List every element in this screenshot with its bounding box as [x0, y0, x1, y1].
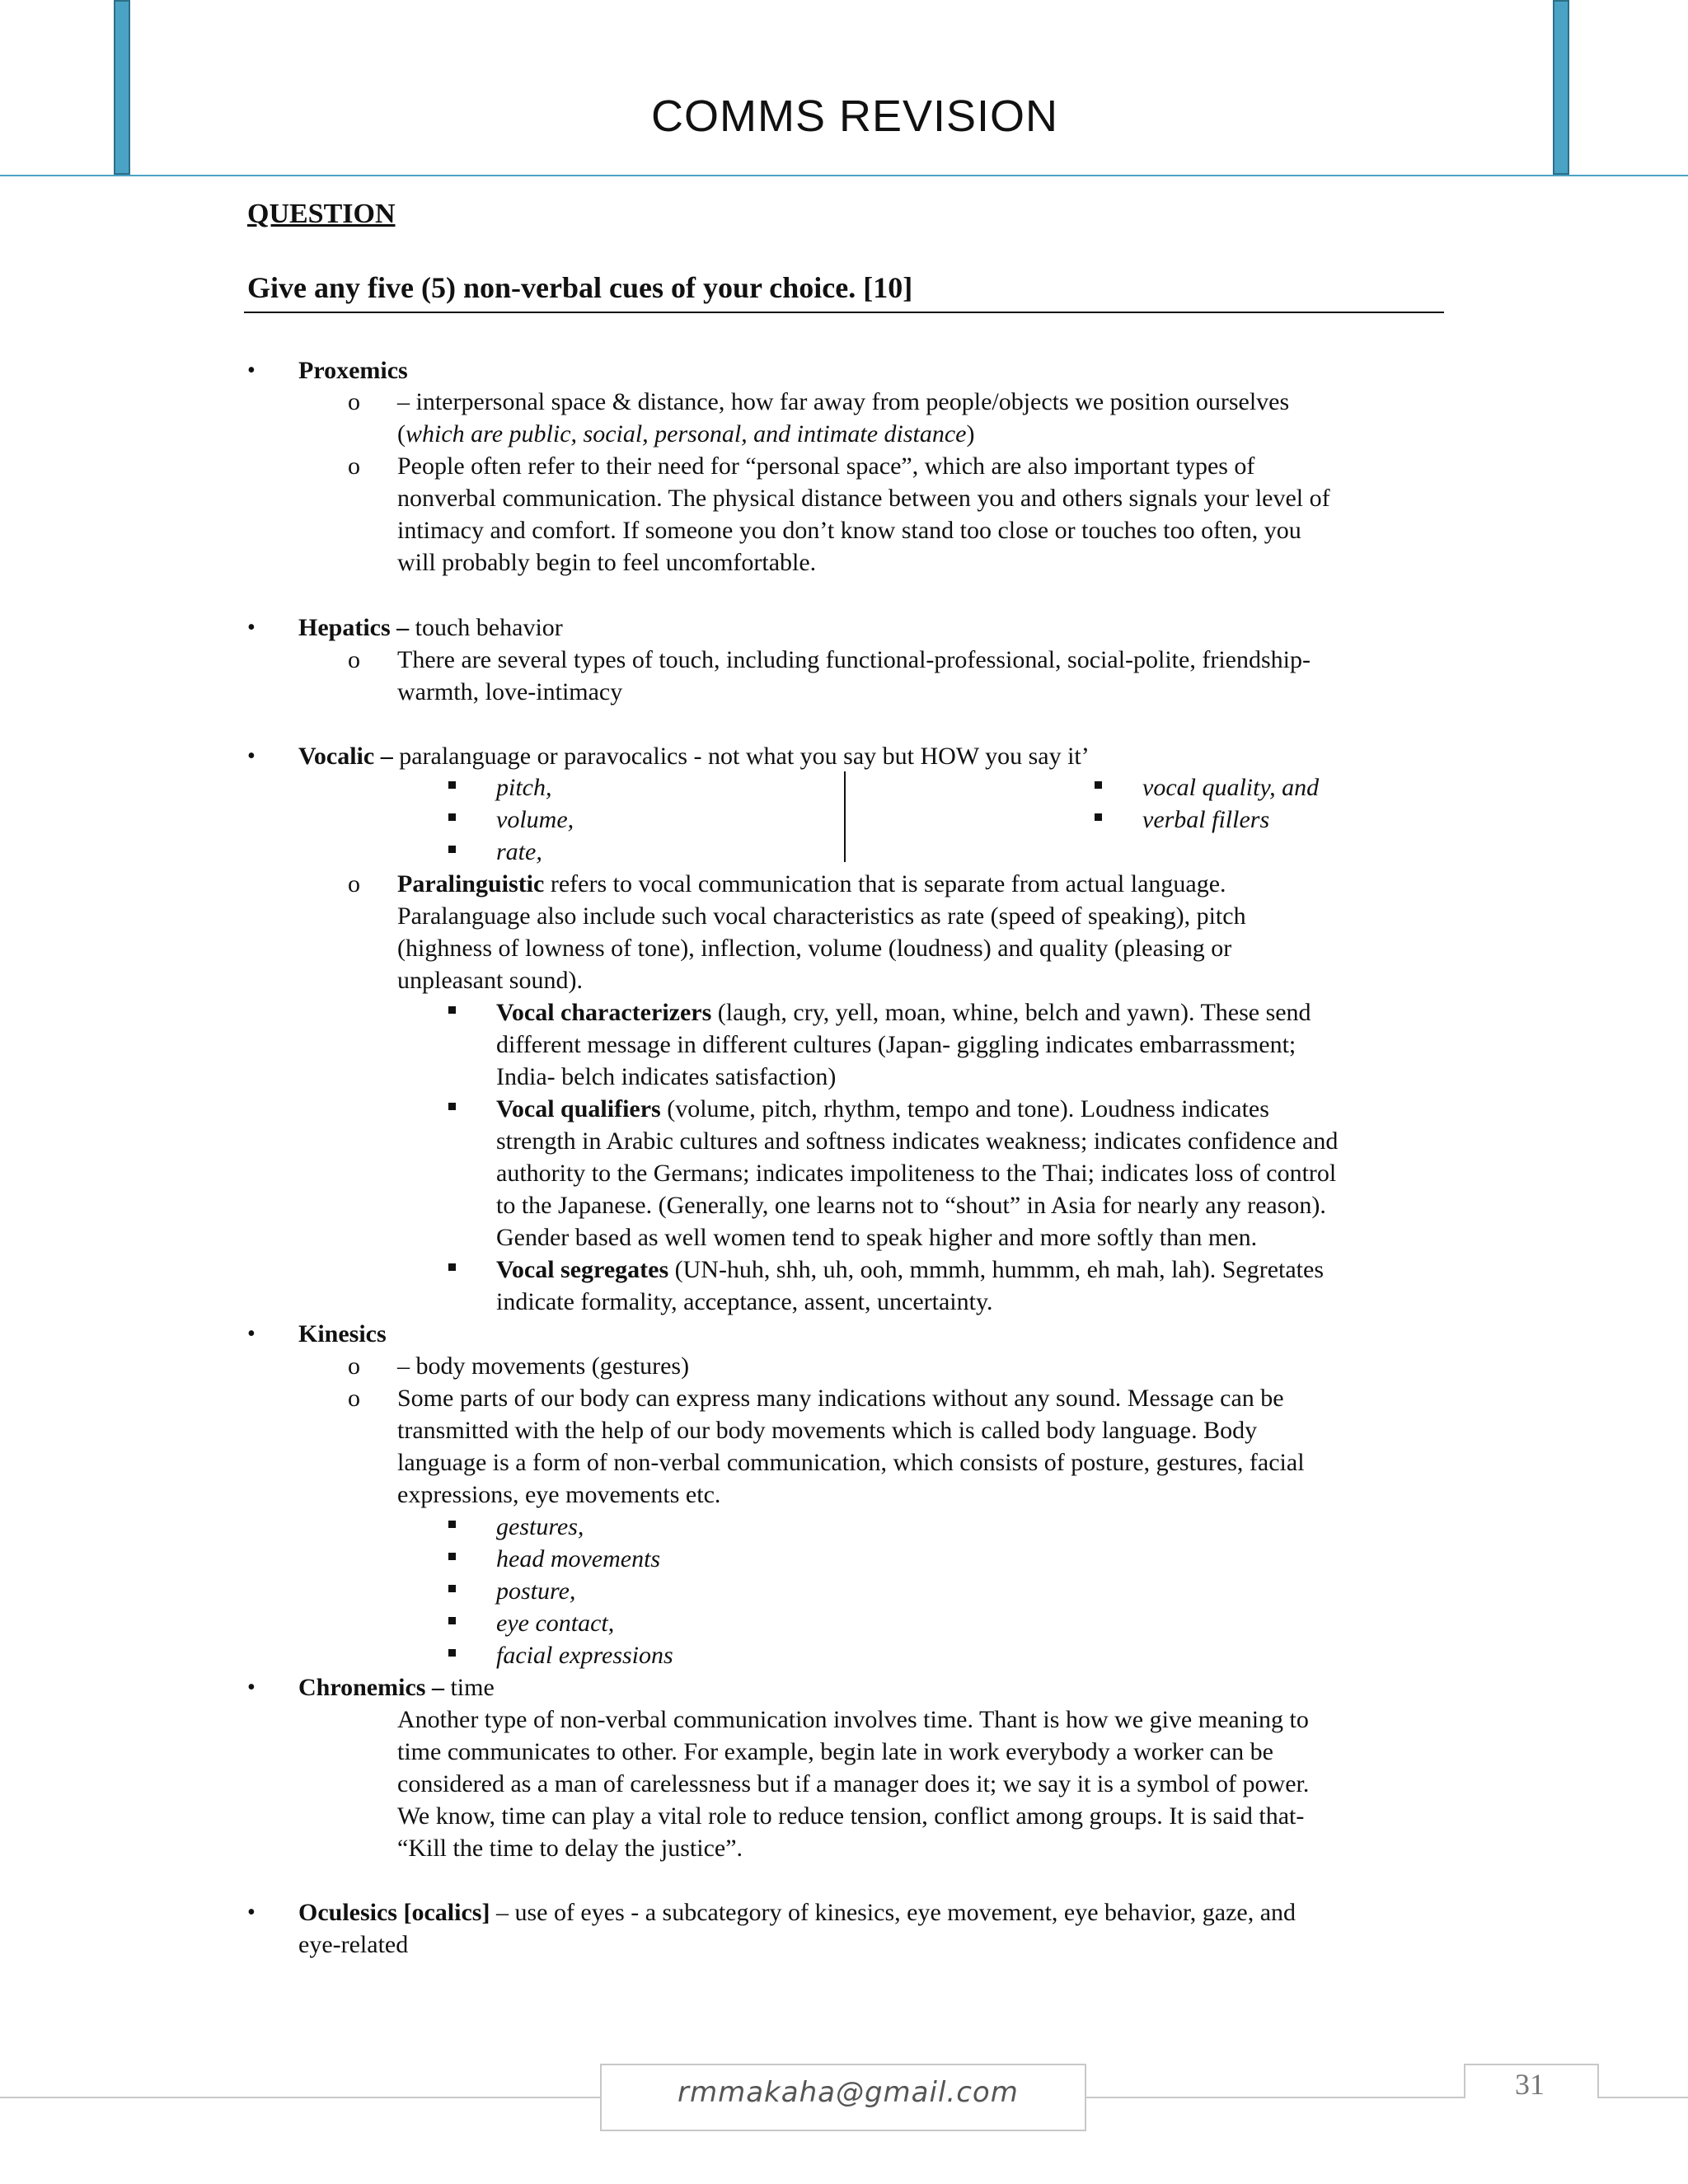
paralinguistic-line: unpleasant sound).	[397, 967, 583, 994]
square-bullet-icon	[448, 1649, 456, 1657]
vocal-segregates-line: indicate formality, acceptance, assent, uncertainty.	[496, 1288, 993, 1315]
kinesics-term: Kinesics	[298, 1320, 387, 1347]
question-text: Give any five (5) non-verbal cues of your choice. [10]	[247, 271, 913, 304]
proxemics-para-line: nonverbal communication. The physical distance between you and others signals your level of	[397, 485, 1330, 512]
vocalic-item: rate,	[496, 838, 542, 865]
vocalic-item: verbal fillers	[1142, 806, 1270, 833]
square-bullet-icon	[1095, 781, 1102, 789]
vocalic-item: volume,	[496, 806, 574, 833]
footer-rule-middle	[1086, 2097, 1465, 2098]
square-bullet-icon	[448, 1006, 456, 1014]
chronemics-para-line: considered as a man of carelessness but if a manager does it; we say it is a symbol of power.	[397, 1770, 1310, 1797]
bullet-icon: •	[247, 615, 256, 640]
footer-rule-left	[0, 2097, 602, 2098]
vocal-qualifiers-line: authority to the Germans; indicates impoliteness to the Thai; indicates loss of control	[496, 1160, 1337, 1187]
square-bullet-icon	[448, 846, 456, 853]
chronemics-para-line: “Kill the time to delay the justice”.	[397, 1835, 743, 1862]
header-rule	[0, 175, 1688, 176]
proxemics-term: Proxemics	[298, 357, 408, 384]
paralinguistic-line: (highness of lowness of tone), inflection, volume (loudness) and quality (pleasing or	[397, 935, 1232, 962]
hepatics-line: There are several types of touch, including functional-professional, social-polite, friendship-	[397, 646, 1311, 673]
bullet-icon: •	[247, 743, 256, 769]
square-bullet-icon	[448, 1263, 456, 1271]
paralinguistic-line: Paralinguistic refers to vocal communication that is separate from actual language.	[397, 870, 1226, 898]
proxemics-para-line: People often refer to their need for “personal space”, which are also important types of	[397, 452, 1255, 480]
chronemics-para-line: Another type of non-verbal communication involves time. Thant is how we give meaning to	[397, 1706, 1309, 1733]
hepatics-heading: Hepatics – touch behavior	[298, 614, 563, 641]
oculesics-heading: Oculesics [ocalics] – use of eyes - a subcategory of kinesics, eye movement, eye behavior, gaze, and	[298, 1899, 1296, 1926]
circle-bullet-icon: o	[348, 1352, 360, 1380]
bullet-icon: •	[247, 358, 256, 383]
vocal-segregates-line: Vocal segregates (UN-huh, shh, uh, ooh, mmmh, hummm, eh mah, lah). Segretates	[496, 1256, 1325, 1283]
proxemics-line: – interpersonal space & distance, how far away from people/objects we position ourselves	[397, 388, 1290, 415]
circle-bullet-icon: o	[348, 646, 360, 673]
vocal-qualifiers-line: Gender based as well women tend to speak higher and more softly than men.	[496, 1224, 1258, 1251]
hepatics-line: warmth, love-intimacy	[397, 678, 623, 705]
question-label: QUESTION	[247, 199, 396, 229]
header-right-bar	[1553, 0, 1569, 175]
circle-bullet-icon: o	[348, 1385, 360, 1412]
square-bullet-icon	[448, 1617, 456, 1624]
footer-rule-right	[1599, 2097, 1688, 2098]
proxemics-para-line: will probably begin to feel uncomfortable.	[397, 549, 817, 576]
kinesics-para-line: expressions, eye movements etc.	[397, 1481, 721, 1508]
paralinguistic-line: Paralanguage also include such vocal characteristics as rate (speed of speaking), pitch	[397, 902, 1246, 930]
column-divider	[844, 771, 846, 862]
square-bullet-icon	[448, 1585, 456, 1592]
oculesics-line: eye-related	[298, 1931, 409, 1958]
bullet-icon: •	[247, 1321, 256, 1347]
proxemics-line: (which are public, social, personal, and intimate distance)	[397, 420, 975, 448]
footer-email: rmmakaha@gmail.com	[678, 2076, 1019, 2109]
square-bullet-icon	[448, 781, 456, 789]
kinesics-item: gestures,	[496, 1513, 584, 1540]
kinesics-item: head movements	[496, 1545, 661, 1572]
square-bullet-icon	[448, 1553, 456, 1560]
kinesics-para-line: language is a form of non-verbal communication, which consists of posture, gestures, facial	[397, 1449, 1305, 1476]
circle-bullet-icon: o	[348, 870, 360, 898]
kinesics-para-line: Some parts of our body can express many indications without any sound. Message can be	[397, 1385, 1284, 1412]
bullet-icon: •	[247, 1675, 256, 1700]
circle-bullet-icon: o	[348, 452, 360, 480]
chronemics-para-line: time communicates to other. For example, begin late in work everybody a worker can be	[397, 1738, 1273, 1765]
vocal-characterizers-line: India- belch indicates satisfaction)	[496, 1063, 837, 1090]
kinesics-item: facial expressions	[496, 1642, 673, 1669]
kinesics-line: – body movements (gestures)	[397, 1352, 690, 1380]
square-bullet-icon	[448, 1521, 456, 1528]
vocalic-item: vocal quality, and	[1142, 774, 1320, 801]
vocal-characterizers-line: Vocal characterizers (laugh, cry, yell, moan, whine, belch and yawn). These send	[496, 999, 1311, 1026]
chronemics-heading: Chronemics – time	[298, 1674, 495, 1701]
circle-bullet-icon: o	[348, 388, 360, 415]
square-bullet-icon	[448, 813, 456, 821]
kinesics-item: posture,	[496, 1577, 576, 1605]
question-rule	[244, 312, 1444, 313]
vocalic-heading: Vocalic – paralanguage or paravocalics - not what you say but HOW you say it’	[298, 743, 1090, 770]
page-title: COMMS REVISION	[651, 91, 1059, 141]
proxemics-para-line: intimacy and comfort. If someone you don’t know stand too close or touches too often, you	[397, 517, 1301, 544]
kinesics-para-line: transmitted with the help of our body movements which is called body language. Body	[397, 1417, 1258, 1444]
bullet-icon: •	[247, 1900, 256, 1925]
page-number: 31	[1515, 2068, 1545, 2101]
chronemics-para-line: We know, time can play a vital role to reduce tension, conflict among groups. It is said that-	[397, 1802, 1305, 1830]
vocalic-item: pitch,	[496, 774, 552, 801]
kinesics-item: eye contact,	[496, 1610, 615, 1637]
vocal-qualifiers-line: strength in Arabic cultures and softness indicates weakness; indicates confidence and	[496, 1127, 1339, 1155]
vocal-characterizers-line: different message in different cultures (Japan- giggling indicates embarrassment;	[496, 1031, 1296, 1058]
header-left-bar	[114, 0, 130, 175]
square-bullet-icon	[1095, 813, 1102, 821]
square-bullet-icon	[448, 1103, 456, 1110]
vocal-qualifiers-line: to the Japanese. (Generally, one learns not to “shout” in Asia for nearly any reason).	[496, 1192, 1326, 1219]
vocal-qualifiers-line: Vocal qualifiers (volume, pitch, rhythm, tempo and tone). Loudness indicates	[496, 1095, 1269, 1122]
